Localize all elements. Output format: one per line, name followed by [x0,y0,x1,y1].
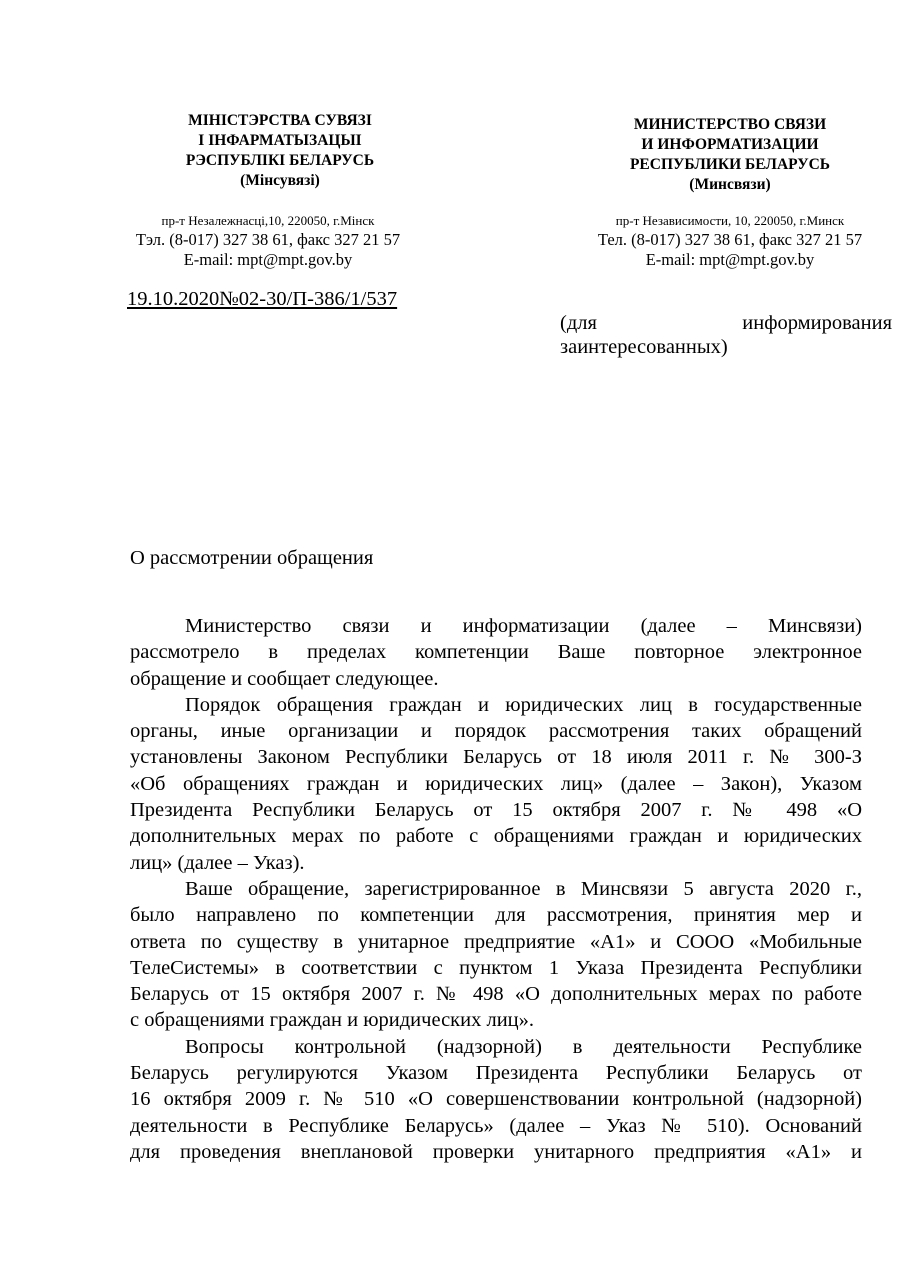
letterhead-line: І ІНФАРМАТЫЗАЦЫІ [198,132,362,149]
paragraph-line: с обращениями граждан и юридических лиц». [130,1009,535,1032]
recipient-line: заинтересованных) [560,336,728,358]
paragraph-line: для проведения внеплановой проверки унитарного предприятия «А1» и [130,1140,862,1163]
letter-subject: О рассмотрении обращения [130,547,374,569]
paragraph-line: Беларусь регулируются Указом Президента Республики Беларусь от [130,1062,862,1085]
paragraph-line: Вопросы контрольной (надзорной) в деятельности Республике [185,1035,862,1058]
paragraph-line: деятельности в Республике Беларусь» (далее – Указ № 510). Оснований [130,1114,862,1137]
contacts-belarusian [118,212,418,270]
paragraph-line: Ваше обращение, зарегистрированное в Минсвязи 5 августа 2020 г., [185,877,862,900]
letterhead-russian [595,115,865,195]
letterhead-line: (Минсвязи) [689,176,771,193]
paragraph-line: ТелеСистемы» в соответствии с пунктом 1 Указа Президента Республики [130,956,862,979]
registration-number: 19.10.2020№02-30/П-386/1/537 [127,288,398,310]
phone: Тэл. (8-017) 327 38 61, факс 327 21 57 [135,230,401,249]
letterhead-line: РЭСПУБЛІКІ БЕЛАРУСЬ [185,152,375,169]
paragraph-line: было направлено по компетенции для рассмотрения, принятия мер и [130,904,862,927]
paragraph-line: Порядок обращения граждан и юридических лиц в государственные [185,693,862,716]
paragraph-line: ответа по существу в унитарное предприятие «А1» и СООО «Мобильные [130,930,862,953]
paragraph [130,876,862,1034]
recipient-line: (для информирования [560,312,892,334]
paragraph-line: «Об обращениях граждан и юридических лиц» (далее – Закон), Указом [130,772,862,795]
paragraph-line: Министерство связи и информатизации (далее – Минсвязи) [185,615,862,637]
paragraph [130,692,862,876]
paragraph [130,613,862,692]
contacts-russian [580,212,880,270]
paragraph-line: 16 октября 2009 г. № 510 «О совершенствовании контрольной (надзорной) [130,1088,862,1111]
paragraph-line: Президента Республики Беларусь от 15 октября 2007 г. № 498 «О [130,799,862,822]
paragraph-line: Беларусь от 15 октября 2007 г. № 498 «О дополнительных мерах по работе [130,983,862,1006]
recipient [560,311,892,359]
paragraph-line: установлены Законом Республики Беларусь от 18 июля 2011 г. № 300-З [130,746,862,769]
email: E-mail: mpt@mpt.gov.by [645,250,815,269]
phone: Тел. (8-017) 327 38 61, факс 327 21 57 [597,230,863,249]
letter-body [130,613,862,1165]
letterhead-line: МІНІСТЭРСТВА СУВЯЗІ [188,112,372,129]
paragraph-line: органы, иные организации и порядок рассмотрения таких обращений [130,720,862,743]
email: E-mail: mpt@mpt.gov.by [183,250,353,269]
paragraph-line: лиц» (далее – Указ). [130,851,305,874]
letterhead-line: (Мінсувязі) [240,172,320,189]
paragraph-line: дополнительных мерах по работе с обращениями граждан и юридических [130,825,862,848]
paragraph [130,1034,862,1165]
paragraph-line: рассмотрело в пределах компетенции Ваше повторное электронное [130,641,862,664]
address: пр-т Незалежнасці,10, 220050, г.Мінск [161,213,375,228]
letterhead-line: И ИНФОРМАТИЗАЦИИ [641,136,819,153]
letterhead-belarusian [150,111,410,191]
paragraph-line: обращение и сообщает следующее. [130,667,439,690]
letterhead-line: МИНИСТЕРСТВО СВЯЗИ [633,116,827,133]
address: пр-т Независимости, 10, 220050, г.Минск [615,213,845,228]
letterhead-line: РЕСПУБЛИКИ БЕЛАРУСЬ [629,156,831,173]
